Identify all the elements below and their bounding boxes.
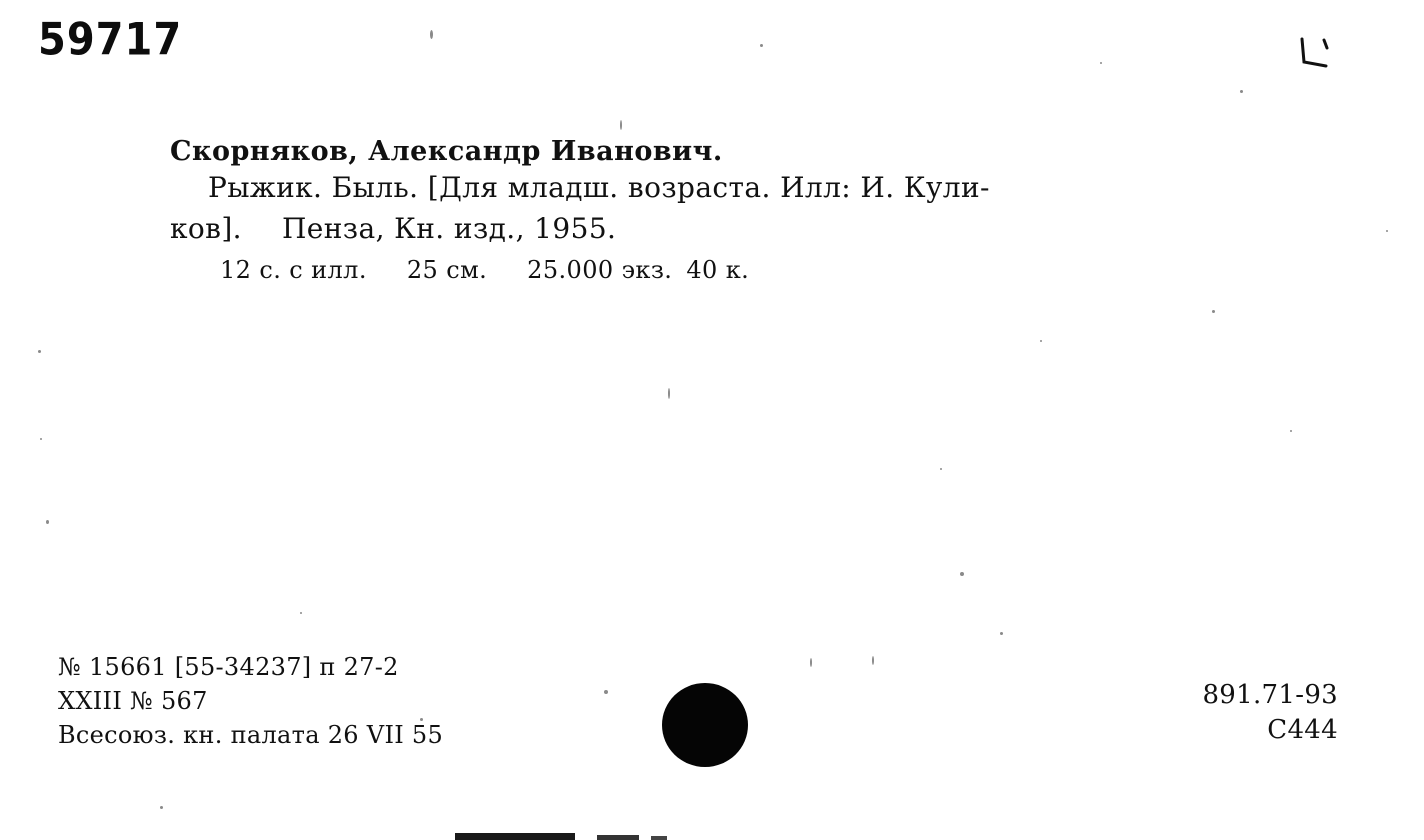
- imprint-line: [170, 209, 1350, 250]
- registration-line-3: Всесоюз. кн. палата 26 VII 55: [58, 721, 444, 750]
- ink-blot-mark: [662, 683, 748, 767]
- registration-line-1: № 15661 [55-34237] п 27-2: [58, 653, 399, 681]
- print-run: 25.000 экз.: [527, 255, 673, 284]
- bottom-edge-smudge-3: [651, 836, 667, 840]
- physical-description: [170, 256, 1350, 284]
- size: 25 см.: [406, 255, 488, 284]
- pages: 12 с. с илл.: [220, 255, 367, 284]
- title-line-2: ков].: [170, 211, 242, 245]
- registration-line-2: XXIII № 567: [58, 687, 208, 716]
- shelf-mark: С444: [1267, 715, 1338, 746]
- bottom-edge-smudge-2: [597, 835, 639, 840]
- registration-block: [58, 650, 443, 752]
- price: 40 к.: [686, 255, 750, 284]
- imprint: Пенза, Кн. изд., 1955.: [281, 211, 617, 245]
- author-statement: Скорняков, Александр Иванович.: [170, 136, 723, 167]
- title-line-1: Рыжик. Быль. [Для младш. возраста. Илл: И. Кули-: [208, 171, 990, 205]
- classification-block: [1202, 678, 1338, 748]
- bottom-edge-smudge-1: [455, 833, 575, 840]
- pen-stroke-icon: [1298, 36, 1332, 72]
- accession-number: 59717: [38, 14, 183, 66]
- bibliographic-record: [170, 136, 1350, 284]
- udc-number: 891.71-93: [1202, 680, 1338, 710]
